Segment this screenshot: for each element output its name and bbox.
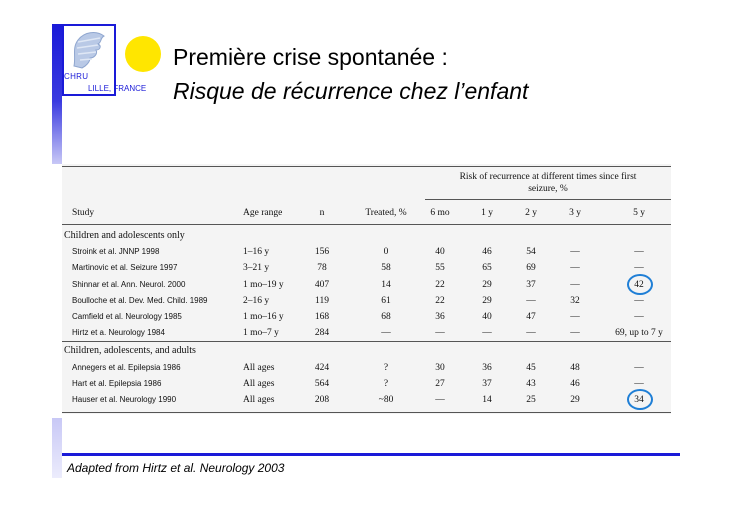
table-cell: All ages bbox=[243, 378, 275, 389]
table-cell: 54 bbox=[526, 247, 536, 258]
table-cell: All ages bbox=[243, 362, 275, 373]
table-cell: 14 bbox=[381, 279, 391, 290]
table-cell: 22 bbox=[435, 295, 445, 306]
column-header: 5 y bbox=[633, 208, 645, 218]
table-cell: 22 bbox=[435, 279, 445, 290]
header-rule bbox=[62, 224, 671, 225]
table-cell: — bbox=[526, 328, 536, 339]
table-cell: — bbox=[482, 328, 492, 339]
risk-header-rule bbox=[425, 199, 671, 200]
face-profile-icon bbox=[70, 28, 110, 70]
table-cell: — bbox=[634, 295, 644, 306]
slide-title: Première crise spontanée : bbox=[173, 44, 448, 70]
study-name: Martinovic et al. Seizure 1997 bbox=[72, 263, 178, 273]
table-cell: 1 mo–19 y bbox=[243, 279, 284, 290]
table-cell: 0 bbox=[383, 247, 389, 258]
section-rule bbox=[62, 341, 671, 342]
table-cell: 43 bbox=[526, 378, 536, 389]
table-cell: — bbox=[634, 378, 644, 389]
column-header: n bbox=[319, 208, 325, 218]
table-cell: ? bbox=[383, 378, 389, 389]
highlight-circle bbox=[627, 389, 653, 410]
table-cell: 69 bbox=[526, 263, 536, 274]
table-cell: 36 bbox=[482, 362, 492, 373]
sun-icon bbox=[125, 36, 161, 72]
table-cell: — bbox=[381, 328, 391, 339]
table-cell: 69, up to 7 y bbox=[615, 328, 663, 339]
table-cell: 45 bbox=[526, 362, 536, 373]
table-cell: 46 bbox=[482, 247, 492, 258]
table-cell: — bbox=[526, 295, 536, 306]
logo-text-lille: LILLE, FRANCE bbox=[88, 84, 147, 93]
source-citation: Adapted from Hirtz et al. Neurology 2003 bbox=[67, 461, 285, 475]
column-header: 2 y bbox=[525, 208, 537, 218]
study-name: Shinnar et al. Ann. Neurol. 2000 bbox=[72, 279, 186, 289]
table-cell: 29 bbox=[482, 295, 492, 306]
table-cell: 29 bbox=[482, 279, 492, 290]
table-cell: 40 bbox=[482, 312, 492, 322]
table-cell: 46 bbox=[570, 378, 580, 389]
table-cell: All ages bbox=[243, 395, 275, 405]
column-header: Treated, % bbox=[365, 208, 407, 218]
table-cell: 78 bbox=[317, 263, 327, 274]
table-cell: 47 bbox=[526, 312, 536, 322]
table-cell: 25 bbox=[526, 395, 536, 405]
table-cell: 30 bbox=[435, 362, 445, 373]
column-header: 1 y bbox=[481, 208, 493, 218]
table-cell: — bbox=[634, 247, 644, 258]
column-header: Study bbox=[72, 208, 95, 218]
table-cell: — bbox=[570, 312, 580, 322]
study-name: Stroink et al. JNNP 1998 bbox=[72, 247, 160, 257]
table-cell: — bbox=[435, 395, 445, 405]
left-accent-bar bbox=[52, 24, 62, 164]
table-top-rule bbox=[62, 166, 671, 167]
table-cell: 37 bbox=[482, 378, 492, 389]
table-cell: 32 bbox=[570, 295, 580, 306]
table-cell: 48 bbox=[570, 362, 580, 373]
section-label: Children, adolescents, and adults bbox=[64, 345, 196, 357]
logo-text-chru: CHRU bbox=[64, 72, 89, 81]
column-header: 6 mo bbox=[430, 208, 450, 218]
table-cell: — bbox=[634, 312, 644, 322]
study-name: Annegers et al. Epilepsia 1986 bbox=[72, 362, 181, 372]
highlight-circle bbox=[627, 274, 653, 295]
table-cell: 1 mo–7 y bbox=[243, 328, 279, 339]
table-cell: 156 bbox=[314, 247, 330, 258]
table-cell: 68 bbox=[381, 312, 391, 322]
table-cell: ~80 bbox=[378, 395, 394, 405]
table-cell: 40 bbox=[435, 247, 445, 258]
table-cell: 61 bbox=[381, 295, 391, 306]
table-cell: — bbox=[570, 328, 580, 339]
table-cell: — bbox=[570, 263, 580, 274]
study-name: Hart et al. Epilepsia 1986 bbox=[72, 378, 162, 388]
column-header: 3 y bbox=[569, 208, 581, 218]
study-name: Hauser et al. Neurology 1990 bbox=[72, 395, 177, 404]
table-cell: 1–16 y bbox=[243, 247, 270, 258]
table-cell: 208 bbox=[314, 395, 330, 405]
table-cell: 27 bbox=[435, 378, 445, 389]
study-name: Camfield et al. Neurology 1985 bbox=[72, 312, 182, 321]
column-header: Age range bbox=[243, 208, 283, 218]
table-cell: 3–21 y bbox=[243, 263, 270, 274]
table-cell: ? bbox=[383, 362, 389, 373]
section-label: Children and adolescents only bbox=[64, 230, 185, 241]
table-cell: 119 bbox=[315, 295, 329, 306]
table-cell: — bbox=[634, 263, 644, 274]
table-cell: 29 bbox=[570, 395, 580, 405]
table-cell: — bbox=[570, 247, 580, 258]
table-cell: 1 mo–16 y bbox=[243, 312, 284, 322]
table-cell: 407 bbox=[314, 279, 330, 290]
table-cell: 65 bbox=[482, 263, 492, 274]
table-cell: 564 bbox=[314, 378, 330, 389]
risk-header-line1: Risk of recurrence at different times since first bbox=[459, 172, 637, 182]
table-cell: — bbox=[435, 328, 445, 339]
table-cell: 37 bbox=[526, 279, 536, 290]
table-cell: 2–16 y bbox=[243, 295, 270, 306]
table-cell: 284 bbox=[314, 328, 330, 339]
table-cell: 424 bbox=[314, 362, 330, 373]
table-cell: — bbox=[570, 279, 580, 290]
table-cell: — bbox=[634, 362, 644, 373]
table-cell: 14 bbox=[482, 395, 492, 405]
table-cell: 58 bbox=[381, 263, 391, 274]
table-cell: 168 bbox=[314, 312, 330, 322]
risk-header-line2: seizure, % bbox=[528, 184, 568, 194]
table-cell: 55 bbox=[435, 263, 445, 274]
table-bottom-rule bbox=[62, 412, 671, 413]
study-name: Hirtz et a. Neurology 1984 bbox=[72, 328, 165, 338]
table-cell: 36 bbox=[435, 312, 445, 322]
left-accent-bar-lower bbox=[52, 418, 62, 478]
footer-divider bbox=[62, 453, 680, 456]
study-name: Boulloche et al. Dev. Med. Child. 1989 bbox=[72, 295, 208, 305]
table-cell: 42 bbox=[634, 279, 644, 290]
slide-subtitle: Risque de récurrence chez l’enfant bbox=[173, 78, 529, 104]
table-cell: 34 bbox=[634, 395, 644, 405]
